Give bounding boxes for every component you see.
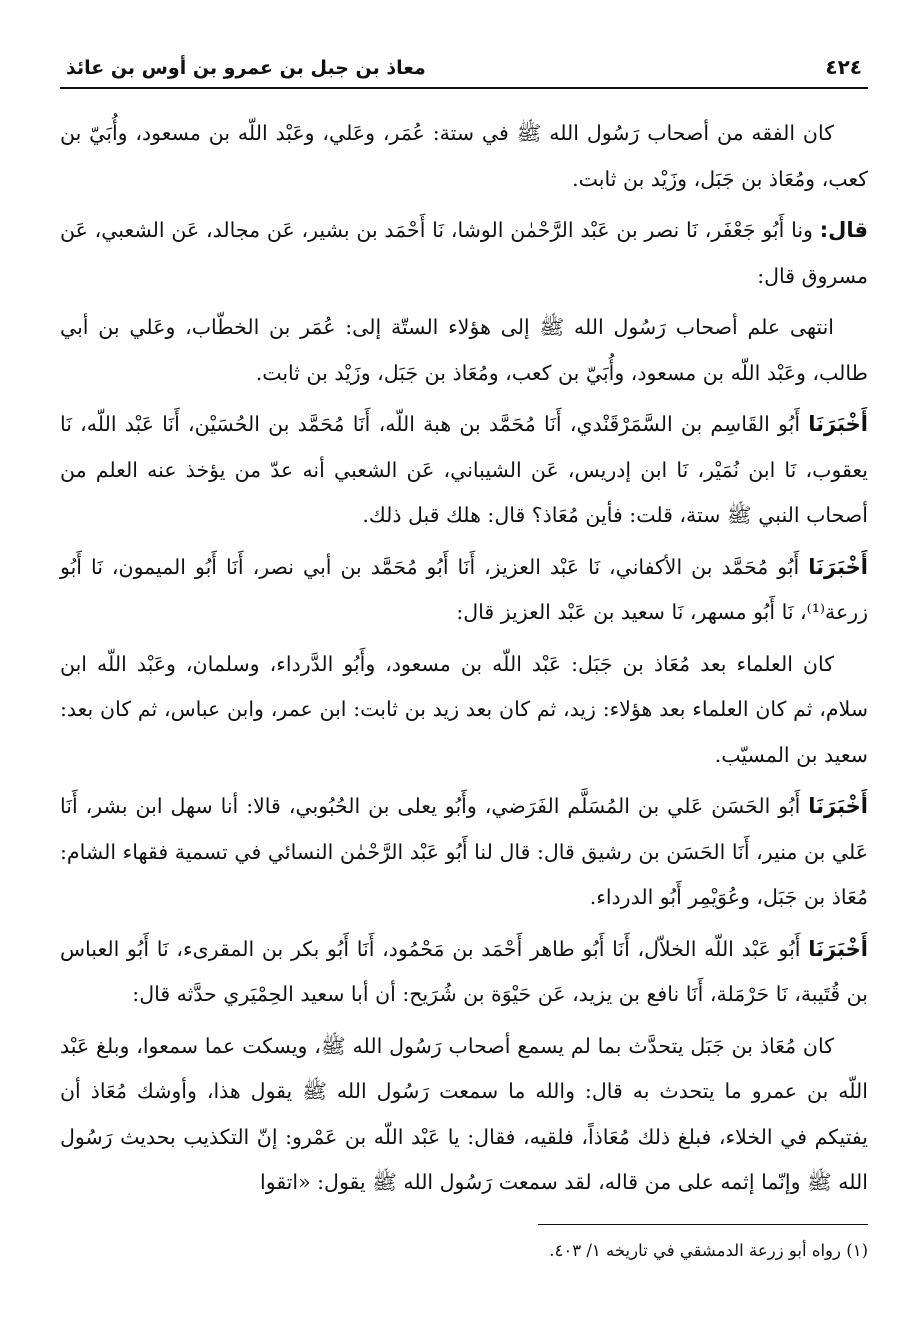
body-text bbox=[60, 111, 868, 1206]
paragraph-text: أَبُو عَبْد اللّه الخلاّل، أَنَا أَبُو طاهر أَحْمَد بن مَحْمُود، أَنَا أَبُو بكر بن المقرىء، نَا أَبُو العباس بن قُتَيبة، نَا حَرْمَلة، أَنَا نافع بن يزيد، عَن حَيْوَة بن شُرَيح: أن أبا سعيد الحِمْيَري حدَّثه قال: bbox=[60, 936, 868, 1006]
paragraph bbox=[60, 305, 868, 396]
paragraph-text: كان الفقه من أصحاب رَسُول الله ﷺ في ستة: عُمَر، وعَلي، وعَبْد اللّه بن مسعود، وأُبَيّ بن كعب، ومُعَاذ بن جَبَل، وزَيْد بن ثابت. bbox=[60, 121, 868, 191]
paragraph-lead: أَخْبَرَنَا bbox=[808, 794, 868, 818]
paragraph bbox=[60, 1024, 868, 1206]
paragraph bbox=[60, 208, 868, 299]
paragraph-text: انتهى علم أصحاب رَسُول الله ﷺ إلى هؤلاء الستّة إلى: عُمَر بن الخطّاب، وعَلي بن أبي طالب، وعَبْد اللّه بن مسعود، وأُبَيّ بن كعب، ومُعَاذ بن جَبَل، وزَيْد بن ثابت. bbox=[60, 315, 868, 385]
running-header bbox=[60, 55, 868, 89]
paragraph bbox=[60, 784, 868, 921]
paragraph-text: أَبُو القَاسِم بن السَّمَرْقَنْدي، أَنَا مُحَمَّد بن هبة اللّه، أَنَا مُحَمَّد بن الحُسَيْن، أَنَا عَبْد اللّه، نَا يعقوب، نَا ابن نُمَيْر، نَا ابن إدريس، عَن الشيباني، عَن الشعبي أنه عدّ من يؤخذ عنه العلم من أصحاب النبي ﷺ ستة، قلت: فأين مُعَاذ؟ قال: هلك قبل ذلك. bbox=[60, 412, 868, 527]
paragraph-text: كان العلماء بعد مُعَاذ بن جَبَل: عَبْد اللّه بن مسعود، وأَبُو الدَّرداء، وسلمان، وعَبْد اللّه ابن سلام، ثم كان العلماء بعد هؤلاء: زيد، ثم كان بعد زيد بن ثابت: ابن عمر، وابن عباس، ثم كان بعد: سعيد بن المسيّب. bbox=[60, 651, 868, 767]
paragraph-lead: أَخْبَرَنَا bbox=[808, 412, 868, 436]
running-title: معاذ بن جبل بن عمرو بن أوس بن عائذ bbox=[66, 57, 426, 79]
book-page bbox=[60, 55, 868, 1265]
paragraph bbox=[60, 402, 868, 539]
paragraph bbox=[60, 642, 868, 779]
paragraph bbox=[60, 545, 868, 636]
footnote: (١) رواه أبو زرعة الدمشقي في تاريخه ١/ ٤٠٣. bbox=[549, 1240, 868, 1260]
paragraph-text: كان مُعَاذ بن جَبَل يتحدَّث بما لم يسمع أصحاب رَسُول الله ﷺ، ويسكت عما سمعوا، وبلغ عَبْد اللّه بن عمرو ما يتحدث به قال: والله ما سمعت رَسُول الله ﷺ يقول هذا، وأوشك مُعَاذ أن يفتيكم في الخلاء، فبلغ ذلك مُعَاذاً، فلقيه، فقال: يا عَبْد اللّه بن عَمْرو: إنّ التكذيب بحديث رَسُول الله ﷺ وإنّما إثمه على من قاله، لقد سمعت رَسُول الله ﷺ يقول: «اتقوا bbox=[60, 1033, 868, 1194]
paragraph-text: أَبُو الحَسَن عَلي بن المُسَلَّم الفَرَضي، وأَبُو يعلى بن الحُبُوبي، قالا: أنا سهل ابن بشر، أَنَا عَلي بن منير، أَنَا الحَسَن بن رشيق قال: قال لنا أَبُو عَبْد الرَّحْمٰن النسائي في تسمية فقهاء الشام: مُعَاذ بن جَبَل، وعُوَيْمِر أَبُو الدرداء. bbox=[60, 794, 868, 909]
page-number: ٤٢٤ bbox=[825, 55, 862, 79]
paragraph-lead: أَخْبَرَنَا bbox=[808, 936, 868, 961]
paragraph-lead: قال: bbox=[819, 218, 868, 242]
paragraph-text: ونا أَبُو جَعْفَر، نَا نصر بن عَبْد الرَّحْمٰن الوشا، نَا أَحْمَد بن بشير، عَن مجالد، عَن الشعبي، عَن مسروق قال: bbox=[60, 218, 868, 288]
paragraph bbox=[60, 927, 868, 1018]
paragraph bbox=[60, 111, 868, 202]
paragraph-lead: أَخْبَرَنَا bbox=[808, 554, 868, 579]
footnote-divider bbox=[538, 1224, 868, 1225]
paragraph-text: أَبُو مُحَمَّد بن الأكفاني، نَا عَبْد العزيز، أَنَا أَبُو مُحَمَّد بن أبي نصر، أَنَا أَبُو الميمون، نَا أَبُو زرعة⁽¹⁾، نَا أَبُو مسهر، نَا سعيد بن عَبْد العزيز قال: bbox=[60, 554, 868, 624]
